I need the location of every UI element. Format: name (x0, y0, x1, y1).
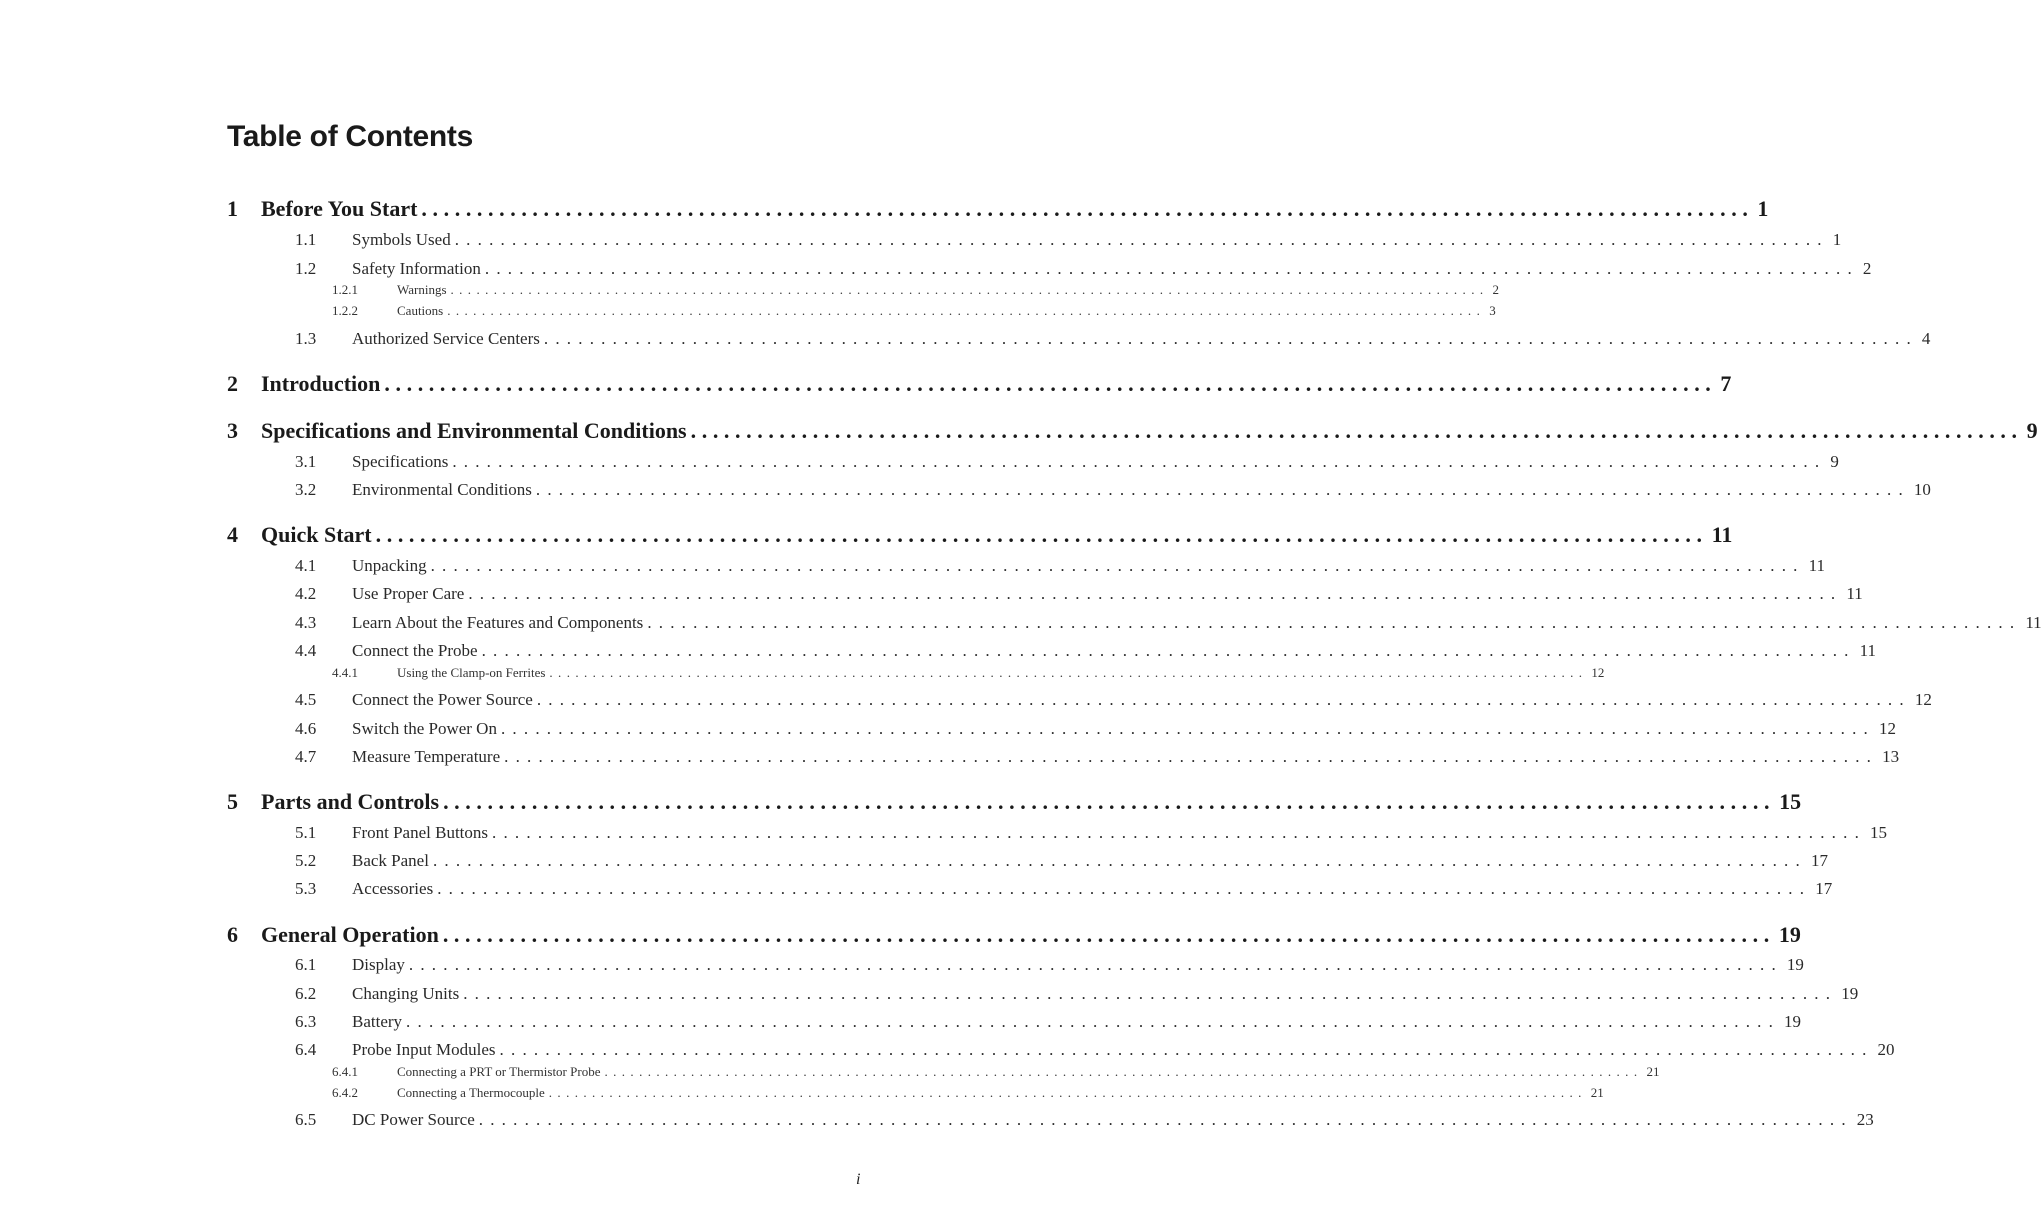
dot-leader: ........................................................................................................................ (492, 823, 1867, 842)
dot-leader: ........................................................................................................................ (604, 1064, 1643, 1079)
dot-leader: ........................................................................................................................ (535, 480, 1910, 499)
toc-entry-number: 4.4 (295, 641, 317, 660)
dot-leader: ........................................................................................................................ (463, 984, 1838, 1003)
toc-entry-page: 15 (1870, 823, 1888, 842)
dot-leader: ........................................................................................................................ (430, 556, 1805, 575)
toc-entry-page: 11 (1846, 584, 1863, 603)
toc-entry-number: 4.5 (295, 690, 317, 709)
toc-entry-title: Symbols Used (352, 230, 451, 249)
toc-entry-number: 6.2 (295, 984, 317, 1003)
dot-leader: ........................................................................................................................ (432, 851, 1807, 870)
dot-leader: ........................................................................................................................ (406, 1012, 1781, 1031)
toc-entry-number: 5.3 (295, 879, 317, 898)
toc-entry-number: 5 (227, 789, 238, 814)
toc-entry-title: Specifications and Environmental Conditions (261, 418, 687, 443)
toc-entry-page: 9 (1830, 452, 1839, 471)
dot-leader: ........................................................................................................................ (450, 282, 1489, 297)
toc-entry-page: 23 (1856, 1110, 1874, 1129)
toc-entry-title: Display (352, 955, 405, 974)
dot-leader: ........................................................................................................................ (442, 922, 1775, 947)
toc-entry-page: 10 (1913, 480, 1931, 499)
dot-leader: ........................................................................................................................ (499, 1040, 1874, 1059)
toc-entry-page: 21 (1590, 1085, 1604, 1100)
dot-leader: ........................................................................................................................ (647, 613, 2022, 632)
toc-entry-title: Using the Clamp-on Ferrites (397, 665, 546, 680)
toc-entry-page: 13 (1882, 747, 1900, 766)
dot-leader: ........................................................................................................................ (421, 196, 1754, 221)
toc-entry-title: Battery (352, 1012, 403, 1031)
toc-entry-number: 6 (227, 922, 238, 947)
toc-entry-number: 4.3 (295, 613, 317, 632)
toc-entry-number: 4.6 (295, 719, 317, 738)
dot-leader: ........................................................................................................................ (437, 879, 1812, 898)
toc-entry-page: 11 (1808, 556, 1825, 575)
toc-entry-title: General Operation (261, 922, 439, 947)
toc-entry-title: Connect the Probe (352, 641, 478, 660)
toc-entry-title: Switch the Power On (352, 719, 497, 738)
toc-entry-title: Safety Information (352, 259, 481, 278)
toc-entry-title: Probe Input Modules (352, 1040, 496, 1059)
toc-entry-page: 19 (1786, 955, 1804, 974)
toc-entry-page: 20 (1877, 1040, 1895, 1059)
toc-entry-page: 1 (1832, 230, 1842, 249)
toc-entry-title: Accessories (352, 879, 434, 898)
toc-entry-number: 6.1 (295, 955, 317, 974)
dot-leader: ........................................................................................................................ (478, 1110, 1853, 1129)
dot-leader: ........................................................................................................................ (468, 584, 1843, 603)
dot-leader: ........................................................................................................................ (447, 303, 1486, 318)
toc-entry-page: 11 (1859, 641, 1876, 660)
toc-entry-number: 4.1 (295, 556, 317, 575)
dot-leader: ........................................................................................................................ (384, 371, 1717, 396)
toc-entry-page: 11 (2025, 613, 2042, 632)
toc-entry-page: 19 (1841, 984, 1859, 1003)
toc-entry-title: Quick Start (261, 522, 372, 547)
toc-entry-number: 6.4 (295, 1040, 317, 1059)
dot-leader: ........................................................................................................................ (443, 789, 1776, 814)
toc-entry-number: 1.2.2 (332, 303, 358, 318)
toc-entry-title: Unpacking (352, 556, 427, 575)
toc-entry-number: 3 (227, 418, 238, 443)
toc-entry-number: 6.5 (295, 1110, 317, 1129)
toc-entry-page: 17 (1810, 851, 1828, 870)
toc-entry-page: 7 (1720, 371, 1732, 396)
toc-entry-title: Before You Start (261, 196, 418, 221)
toc-entry-page: 15 (1779, 789, 1802, 814)
toc-entry-title: Changing Units (352, 984, 460, 1003)
toc-entry-number: 4.7 (295, 747, 317, 766)
dot-leader: ........................................................................................................................ (408, 955, 1783, 974)
toc-entry-page: 21 (1646, 1064, 1660, 1079)
dot-leader: ........................................................................................................................ (504, 747, 1879, 766)
toc-entry-title: Measure Temperature (352, 747, 501, 766)
toc-entry-number: 6.4.2 (332, 1085, 358, 1100)
toc-entry-number: 4.4.1 (332, 665, 358, 680)
toc-entry-title: DC Power Source (352, 1110, 475, 1129)
page-title: Table of Contents (227, 120, 474, 153)
dot-leader: ........................................................................................................................ (375, 522, 1708, 547)
toc-entry-number: 1.2.1 (332, 282, 358, 297)
dot-leader: ........................................................................................................................ (543, 329, 1918, 348)
toc-entry-title: Front Panel Buttons (352, 823, 489, 842)
dot-leader: ........................................................................................................................ (452, 452, 1827, 471)
toc-entry-page: 19 (1784, 1012, 1802, 1031)
toc-entry-page: 19 (1778, 922, 1801, 947)
toc-entry-number: 1 (227, 196, 238, 221)
toc-entry-number: 1.1 (295, 230, 317, 249)
toc-entry-page: 12 (1914, 690, 1932, 709)
toc-entry-number: 4.2 (295, 584, 317, 603)
toc-entry-page: 3 (1489, 303, 1496, 318)
toc-entry-page: 17 (1815, 879, 1833, 898)
toc-entry-title: Warnings (397, 282, 447, 297)
toc-entry-number: 2 (227, 371, 238, 396)
dot-leader: ........................................................................................................................ (690, 418, 2023, 443)
toc-entry-title: Use Proper Care (352, 584, 465, 603)
toc-entry-title: Back Panel (352, 851, 429, 870)
dot-leader: ........................................................................................................................ (500, 719, 1875, 738)
toc-entry-number: 5.2 (295, 851, 317, 870)
dot-leader: ........................................................................................................................ (536, 690, 1911, 709)
toc-entry-number: 6.3 (295, 1012, 317, 1031)
toc-entry-page: 12 (1591, 665, 1605, 680)
dot-leader: ........................................................................................................................ (548, 1085, 1587, 1100)
toc-entry-title: Learn About the Features and Components (352, 613, 644, 632)
toc-entry-title: Parts and Controls (261, 789, 440, 814)
toc-entry-number: 1.3 (295, 329, 317, 348)
toc-entry-title: Cautions (397, 303, 444, 318)
toc-entry-page: 2 (1862, 259, 1872, 278)
dot-leader: ........................................................................................................................ (549, 665, 1588, 680)
toc-entry-page: 1 (1757, 196, 1769, 221)
toc-entry-number: 3.1 (295, 452, 317, 471)
dot-leader: ........................................................................................................................ (454, 230, 1829, 249)
toc-entry-title: Specifications (352, 452, 449, 471)
toc-entry-number: 6.4.1 (332, 1064, 358, 1079)
toc-entry-title: Introduction (261, 371, 381, 396)
toc-entry-page: 9 (2026, 418, 2038, 443)
page-number: i (856, 1171, 861, 1188)
toc-entry-title: Environmental Conditions (352, 480, 532, 499)
dot-leader: ........................................................................................................................ (481, 641, 1856, 660)
toc-entry-number: 3.2 (295, 480, 317, 499)
toc-entry-page: 4 (1921, 329, 1931, 348)
toc-entry-title: Connect the Power Source (352, 690, 533, 709)
toc-entry-number: 1.2 (295, 259, 317, 278)
toc-entry-title: Authorized Service Centers (352, 329, 540, 348)
toc-entry-title: Connecting a PRT or Thermistor Probe (397, 1064, 601, 1079)
toc-entry-number: 5.1 (295, 823, 317, 842)
toc-entry-number: 4 (227, 522, 238, 547)
toc-entry-page: 12 (1878, 719, 1896, 738)
toc-entry-page: 11 (1711, 522, 1733, 547)
toc-entry-page: 2 (1492, 282, 1499, 297)
dot-leader: ........................................................................................................................ (484, 259, 1859, 278)
toc-entry-title: Connecting a Thermocouple (397, 1085, 545, 1100)
